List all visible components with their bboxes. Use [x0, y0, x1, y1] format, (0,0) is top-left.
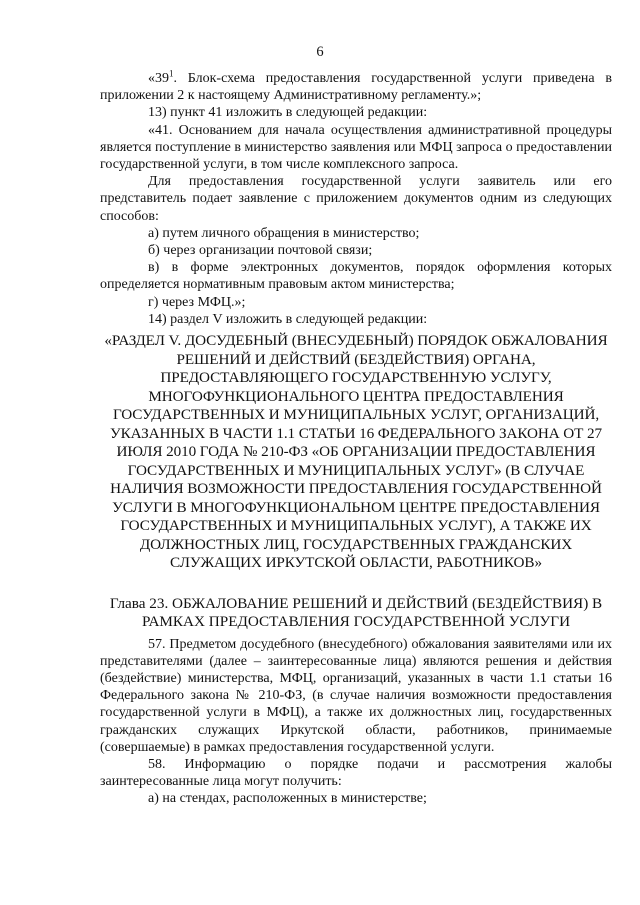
paragraph-39-1-prefix: «39: [148, 71, 169, 86]
paragraph-39-1: [100, 70, 612, 104]
page-number: 6: [316, 44, 324, 60]
document-body: [100, 70, 612, 808]
list-item-g: г) через МФЦ.»;: [148, 294, 246, 310]
paragraph-item-13: 13) пункт 41 изложить в следующей редакции:: [148, 105, 428, 121]
list-item-v: в) в форме электронных документов, порядок оформления которых определяется нормативным правовым актом министерства;: [100, 260, 612, 293]
paragraph-submission-ways: Для предоставления государственной услуги заявитель или его представитель подает заявление с приложением документов одним из следующих способов:: [100, 174, 612, 224]
paragraph-39-1-superscript: 1: [169, 68, 174, 79]
paragraph-39-1-text: . Блок-схема предоставления государственной услуги приведена в приложении 2 к настоящему Административному регламенту.»;: [100, 71, 612, 104]
section-v-title: «РАЗДЕЛ V. ДОСУДЕБНЫЙ (ВНЕСУДЕБНЫЙ) ПОРЯДОК ОБЖАЛОВАНИЯ РЕШЕНИЙ И ДЕЙСТВИЙ (БЕЗДЕЙСТВИЯ) ОРГАНА, ПРЕДОСТАВЛЯЮЩЕГО ГОСУДАРСТВЕННУЮ УСЛУГУ, МНОГОФУНКЦИОНАЛЬНОГО ЦЕНТРА ПРЕДОСТАВЛЕНИЯ ГОСУДАРСТВЕННЫХ И МУНИЦИПАЛЬНЫХ УСЛУГ, ОРГАНИЗАЦИЙ, УКАЗАННЫХ В ЧАСТИ 1.1 СТАТЬИ 16 ФЕДЕРАЛЬНОГО ЗАКОНА ОТ 27 ИЮЛЯ 2010 ГОДА № 210-ФЗ «ОБ ОРГАНИЗАЦИИ ПРЕДОСТАВЛЕНИЯ ГОСУДАРСТВЕННЫХ И МУНИЦИПАЛЬНЫХ УСЛУГ» (В СЛУЧАЕ НАЛИЧИЯ ВОЗМОЖНОСТИ ПРЕДОСТАВЛЕНИЯ ГОСУДАРСТВЕННОЙ УСЛУГИ В МНОГОФУНКЦИОНАЛЬНОМ ЦЕНТРЕ ПРЕДОСТАВЛЕНИЯ ГОСУДАРСТВЕННЫХ И МУНИЦИПАЛЬНЫХ УСЛУГ), А ТАКЖЕ ИХ ДОЛЖНОСТНЫХ ЛИЦ, ГОСУДАРСТВЕННЫХ ГРАЖДАНСКИХ СЛУЖАЩИХ ИРКУТСКОЙ ОБЛАСТИ, РАБОТНИКОВ»: [104, 332, 608, 572]
list-item-b: б) через организации почтовой связи;: [148, 243, 373, 259]
list-item-a: а) путем личного обращения в министерство;: [148, 225, 420, 241]
paragraph-57: 57. Предметом досудебного (внесудебного) обжалования заявителями или их представителями (далее – заинтересованные лица) являются решения и действия (бездействие) министерства, МФЦ, организаций, указанных в части 1.1 статьи 16 Федерального закона № 210-ФЗ, (в случае наличия возможности предоставления государственной услуги в МФЦ), а также их должностных лиц, государственных гражданских служащих Иркутской области, работников, принимаемые (совершаемые) в рамках предоставления государственной услуги.: [100, 636, 612, 755]
paragraph-item-14: 14) раздел V изложить в следующей редакции:: [148, 311, 428, 327]
paragraph-41: «41. Основанием для начала осуществления административной процедуры является поступление в министерство заявления или МФЦ запроса о предоставлении государственной услуги, в том числе комплексного запроса.: [100, 122, 612, 173]
paragraph-58: 58. Информацию о порядке подачи и рассмотрения жалобы заинтересованные лица могут получить:: [100, 756, 612, 790]
chapter-23-title: Глава 23. ОБЖАЛОВАНИЕ РЕШЕНИЙ И ДЕЙСТВИЙ (БЕЗДЕЙСТВИЯ) В РАМКАХ ПРЕДОСТАВЛЕНИЯ ГОСУДАРСТВЕННОЙ УСЛУГИ: [109, 594, 603, 631]
list-item-a-58: а) на стендах, расположенных в министерстве;: [148, 791, 427, 807]
